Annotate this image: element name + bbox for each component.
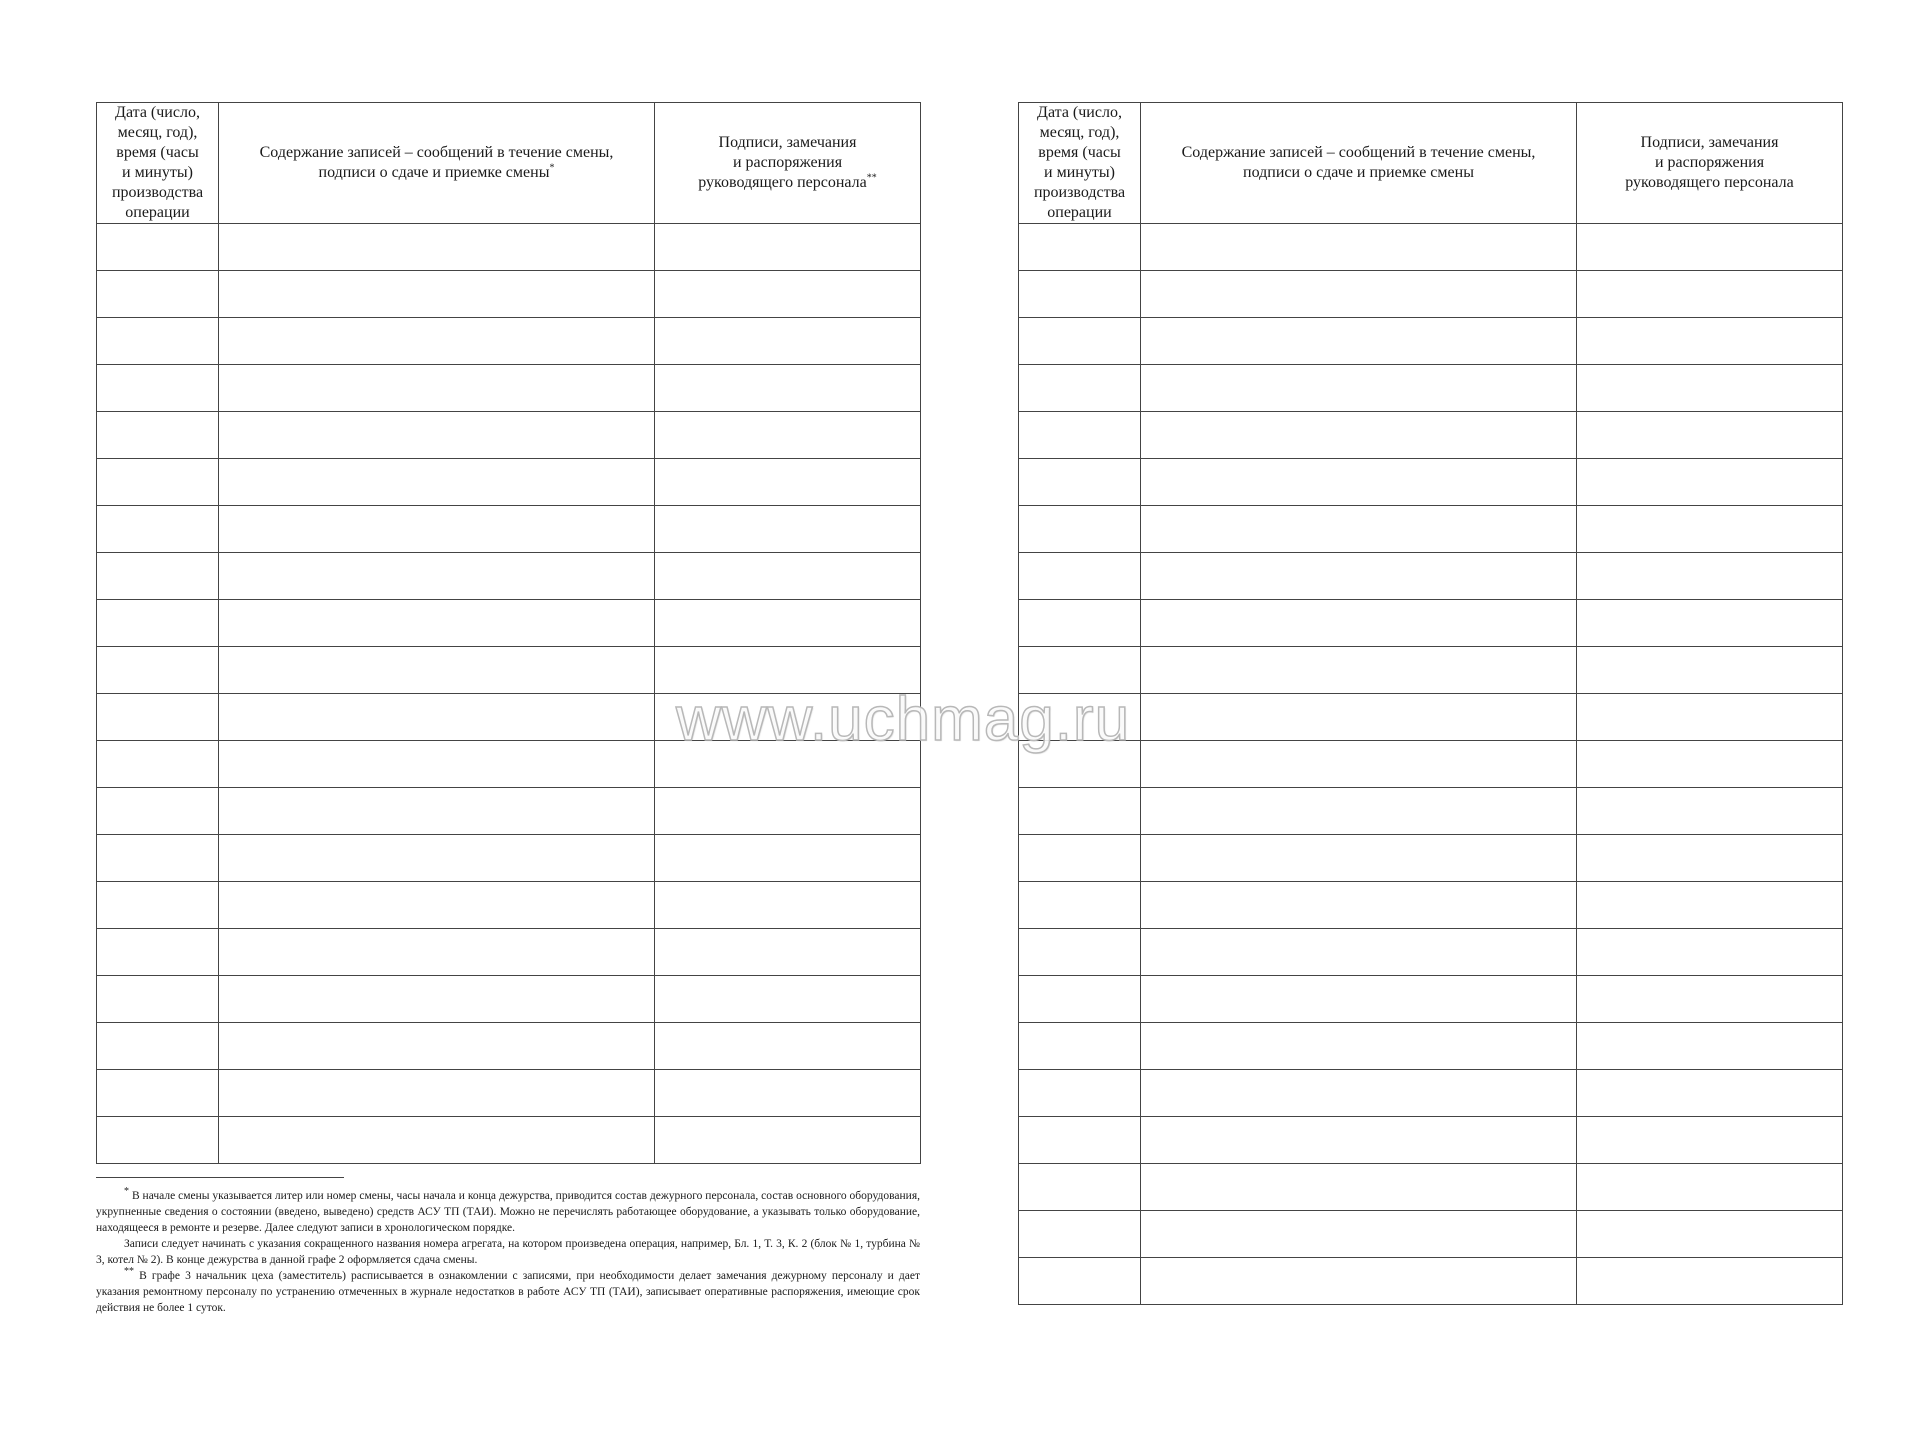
table-row [97,318,921,365]
table-row [97,882,921,929]
table-row [97,741,921,788]
content-cell[interactable] [1141,365,1577,412]
content-cell[interactable] [1141,835,1577,882]
content-cell[interactable] [1141,741,1577,788]
content-cell[interactable] [1141,412,1577,459]
signature-cell[interactable] [655,365,921,412]
date-cell[interactable] [97,224,219,271]
header-content [219,103,655,224]
content-cell[interactable] [1141,1070,1577,1117]
signature-cell[interactable] [1577,976,1843,1023]
table-row [97,835,921,882]
table-row [97,459,921,506]
content-cell[interactable] [219,1117,655,1164]
content-cell[interactable] [219,459,655,506]
table-row [97,412,921,459]
content-cell[interactable] [219,271,655,318]
content-cell[interactable] [219,412,655,459]
content-cell[interactable] [1141,1164,1577,1211]
table-row [1019,835,1843,882]
content-cell[interactable] [219,929,655,976]
journal-table-right [1018,102,1843,1305]
signature-cell[interactable] [1577,506,1843,553]
signature-cell[interactable] [655,741,921,788]
signature-cell[interactable] [655,553,921,600]
date-cell[interactable] [1019,412,1141,459]
date-cell[interactable] [1019,788,1141,835]
date-cell[interactable] [1019,1117,1141,1164]
date-cell[interactable] [97,788,219,835]
content-cell[interactable] [1141,1023,1577,1070]
header-signatures-text: Подписи, замечания и распоряжения руководящего персонала [698,134,867,191]
table-row [1019,365,1843,412]
content-cell[interactable] [219,1070,655,1117]
date-cell[interactable] [1019,1070,1141,1117]
content-cell[interactable] [1141,224,1577,271]
footnote-separator [96,1177,344,1178]
table-row [1019,882,1843,929]
table-row [1019,1211,1843,1258]
table-row [1019,506,1843,553]
signature-cell[interactable] [655,600,921,647]
signature-cell[interactable] [1577,1211,1843,1258]
date-cell[interactable] [1019,506,1141,553]
content-cell[interactable] [1141,1258,1577,1305]
content-cell[interactable] [1141,788,1577,835]
content-cell[interactable] [219,694,655,741]
date-cell[interactable] [97,271,219,318]
content-cell[interactable] [1141,318,1577,365]
left-page [96,102,921,1316]
signature-cell[interactable] [1577,224,1843,271]
footnote-mark-2: ** [866,172,877,184]
date-cell[interactable] [1019,1164,1141,1211]
date-cell[interactable] [97,365,219,412]
content-cell[interactable] [1141,553,1577,600]
date-cell[interactable] [1019,224,1141,271]
content-cell[interactable] [219,318,655,365]
date-cell[interactable] [97,976,219,1023]
table-row [1019,600,1843,647]
table-row [1019,271,1843,318]
content-cell[interactable] [219,882,655,929]
signature-cell[interactable] [1577,1117,1843,1164]
signature-cell[interactable] [1577,600,1843,647]
table-row [97,976,921,1023]
header-signatures [655,103,921,224]
table-row [97,365,921,412]
signature-cell[interactable] [1577,694,1843,741]
content-cell[interactable] [1141,506,1577,553]
date-cell[interactable] [1019,835,1141,882]
table-row [1019,318,1843,365]
table-row [97,553,921,600]
signature-cell[interactable] [1577,412,1843,459]
signature-cell[interactable] [655,882,921,929]
content-cell[interactable] [1141,647,1577,694]
signature-cell[interactable] [1577,1070,1843,1117]
content-cell[interactable] [219,224,655,271]
table-row [1019,929,1843,976]
content-cell[interactable] [219,1023,655,1070]
table-row [97,929,921,976]
right-page [1018,102,1843,1305]
table-row [97,600,921,647]
signature-cell[interactable] [1577,929,1843,976]
content-cell[interactable] [219,741,655,788]
date-cell[interactable] [97,459,219,506]
signature-cell[interactable] [655,1023,921,1070]
header-date: Дата (число, месяц, год), время (часы и минуты) производства операции [1019,103,1141,224]
table-row [1019,1070,1843,1117]
signature-cell[interactable] [1577,647,1843,694]
signature-cell[interactable] [1577,1258,1843,1305]
table-row [1019,412,1843,459]
content-cell[interactable] [1141,882,1577,929]
footnote-1-mark: * [124,1186,129,1198]
footnotes [96,1188,920,1316]
header-signatures: Подписи, замечания и распоряжения руководящего персонала [1577,103,1843,224]
table-row [97,788,921,835]
date-cell[interactable] [97,600,219,647]
header-date: Дата (число, месяц, год), время (часы и минуты) производства операции [97,103,219,224]
content-cell[interactable] [1141,929,1577,976]
content-cell[interactable] [1141,1211,1577,1258]
signature-cell[interactable] [655,271,921,318]
date-cell[interactable] [97,835,219,882]
signature-cell[interactable] [655,788,921,835]
table-row [97,271,921,318]
content-cell[interactable] [219,600,655,647]
table-row [97,1117,921,1164]
table-row [1019,553,1843,600]
content-cell[interactable] [1141,600,1577,647]
footnote-2-text: В графе 3 начальник цеха (заместитель) расписывается в ознакомлении с записями, при необходимости делает замечания дежурному персоналу и дает указания ремонтному персоналу по устранению отмеченных в журнале недостатков в работе АСУ ТП (ТАИ), записывает оперативные распоряжения, имеющие срок действия не более 1 суток. [96,1270,921,1314]
date-cell[interactable] [97,506,219,553]
journal-table-left [96,102,921,1164]
table-body-right [1019,224,1843,1305]
footnote-1-continued [96,1236,920,1268]
date-cell[interactable] [97,1023,219,1070]
content-cell[interactable] [219,835,655,882]
content-cell[interactable] [1141,271,1577,318]
table-row [1019,459,1843,506]
header-content: Содержание записей – сообщений в течение смены, подписи о сдаче и приемке смены [1141,103,1577,224]
signature-cell[interactable] [1577,1164,1843,1211]
content-cell[interactable] [1141,1117,1577,1164]
signature-cell[interactable] [655,835,921,882]
signature-cell[interactable] [655,647,921,694]
date-cell[interactable] [97,929,219,976]
table-row [1019,1023,1843,1070]
date-cell[interactable] [1019,929,1141,976]
signature-cell[interactable] [655,412,921,459]
signature-cell[interactable] [1577,835,1843,882]
footnote-2 [96,1268,920,1316]
signature-cell[interactable] [655,929,921,976]
content-cell[interactable] [1141,976,1577,1023]
content-cell[interactable] [1141,459,1577,506]
table-row [97,1023,921,1070]
table-row [97,506,921,553]
table-row [1019,694,1843,741]
footnote-1b-text: Записи следует начинать с указания сокращенного названия номера агрегата, на котором произведена операция, например, Бл. 1, Т. 3, К. 2 (блок № 1, турбина № 3, котел № 2). В конце дежурства в данной графе 2 оформляется сдача смены. [96,1238,920,1266]
content-cell[interactable] [1141,694,1577,741]
signature-cell[interactable] [655,1117,921,1164]
table-row [97,694,921,741]
signature-cell[interactable] [1577,1023,1843,1070]
signature-cell[interactable] [1577,318,1843,365]
header-content-text: Содержание записей – сообщений в течение смены, подписи о сдаче и приемке смены [259,144,614,181]
date-cell[interactable] [97,318,219,365]
date-cell[interactable] [97,647,219,694]
signature-cell[interactable] [655,506,921,553]
table-row [97,1070,921,1117]
footnote-mark-1: * [549,162,555,174]
date-cell[interactable] [1019,1258,1141,1305]
date-cell[interactable] [1019,459,1141,506]
content-cell[interactable] [219,365,655,412]
date-cell[interactable] [1019,647,1141,694]
table-row [97,647,921,694]
signature-cell[interactable] [655,694,921,741]
table-row [1019,1164,1843,1211]
watermark: www.uchmag.ru [676,685,1131,754]
header-row [97,103,921,224]
signature-cell[interactable] [1577,882,1843,929]
table-row [1019,1117,1843,1164]
date-cell[interactable] [1019,600,1141,647]
signature-cell[interactable] [655,1070,921,1117]
table-row [1019,224,1843,271]
signature-cell[interactable] [655,459,921,506]
signature-cell[interactable] [655,976,921,1023]
date-cell[interactable] [1019,271,1141,318]
date-cell[interactable] [1019,553,1141,600]
date-cell[interactable] [97,882,219,929]
date-cell[interactable] [1019,882,1141,929]
date-cell[interactable] [1019,976,1141,1023]
content-cell[interactable] [219,976,655,1023]
signature-cell[interactable] [1577,741,1843,788]
footnote-2-mark: ** [124,1266,134,1278]
content-cell[interactable] [219,553,655,600]
date-cell[interactable] [1019,741,1141,788]
content-cell[interactable] [219,788,655,835]
table-body-left [97,224,921,1164]
signature-cell[interactable] [1577,459,1843,506]
signature-cell[interactable] [655,224,921,271]
date-cell[interactable] [1019,365,1141,412]
date-cell[interactable] [1019,1211,1141,1258]
footnote-1 [96,1188,920,1236]
footnote-1-text: В начале смены указывается литер или номер смены, часы начала и конца дежурства, приводится состав дежурного персонала, состав основного оборудования, укрупненные сведения о состоянии (введено, выведено) средств АСУ ТП (ТАИ). Можно не перечислять работающее оборудование, а указывать только оборудование, находящееся в ремонте и резерве. Далее следуют записи в хронологическом порядке. [96,1190,920,1234]
signature-cell[interactable] [1577,365,1843,412]
signature-cell[interactable] [1577,271,1843,318]
content-cell[interactable] [219,647,655,694]
date-cell[interactable] [97,553,219,600]
date-cell[interactable] [97,694,219,741]
date-cell[interactable] [97,412,219,459]
table-row [1019,788,1843,835]
date-cell[interactable] [1019,318,1141,365]
date-cell[interactable] [1019,1023,1141,1070]
table-row [1019,1258,1843,1305]
table-row [1019,976,1843,1023]
table-row [1019,647,1843,694]
content-cell[interactable] [219,506,655,553]
header-row [1019,103,1843,224]
signature-cell[interactable] [1577,788,1843,835]
signature-cell[interactable] [1577,553,1843,600]
table-row [97,224,921,271]
table-row [1019,741,1843,788]
date-cell[interactable] [97,1070,219,1117]
date-cell[interactable] [97,741,219,788]
date-cell[interactable] [97,1117,219,1164]
signature-cell[interactable] [655,318,921,365]
date-cell[interactable] [1019,694,1141,741]
